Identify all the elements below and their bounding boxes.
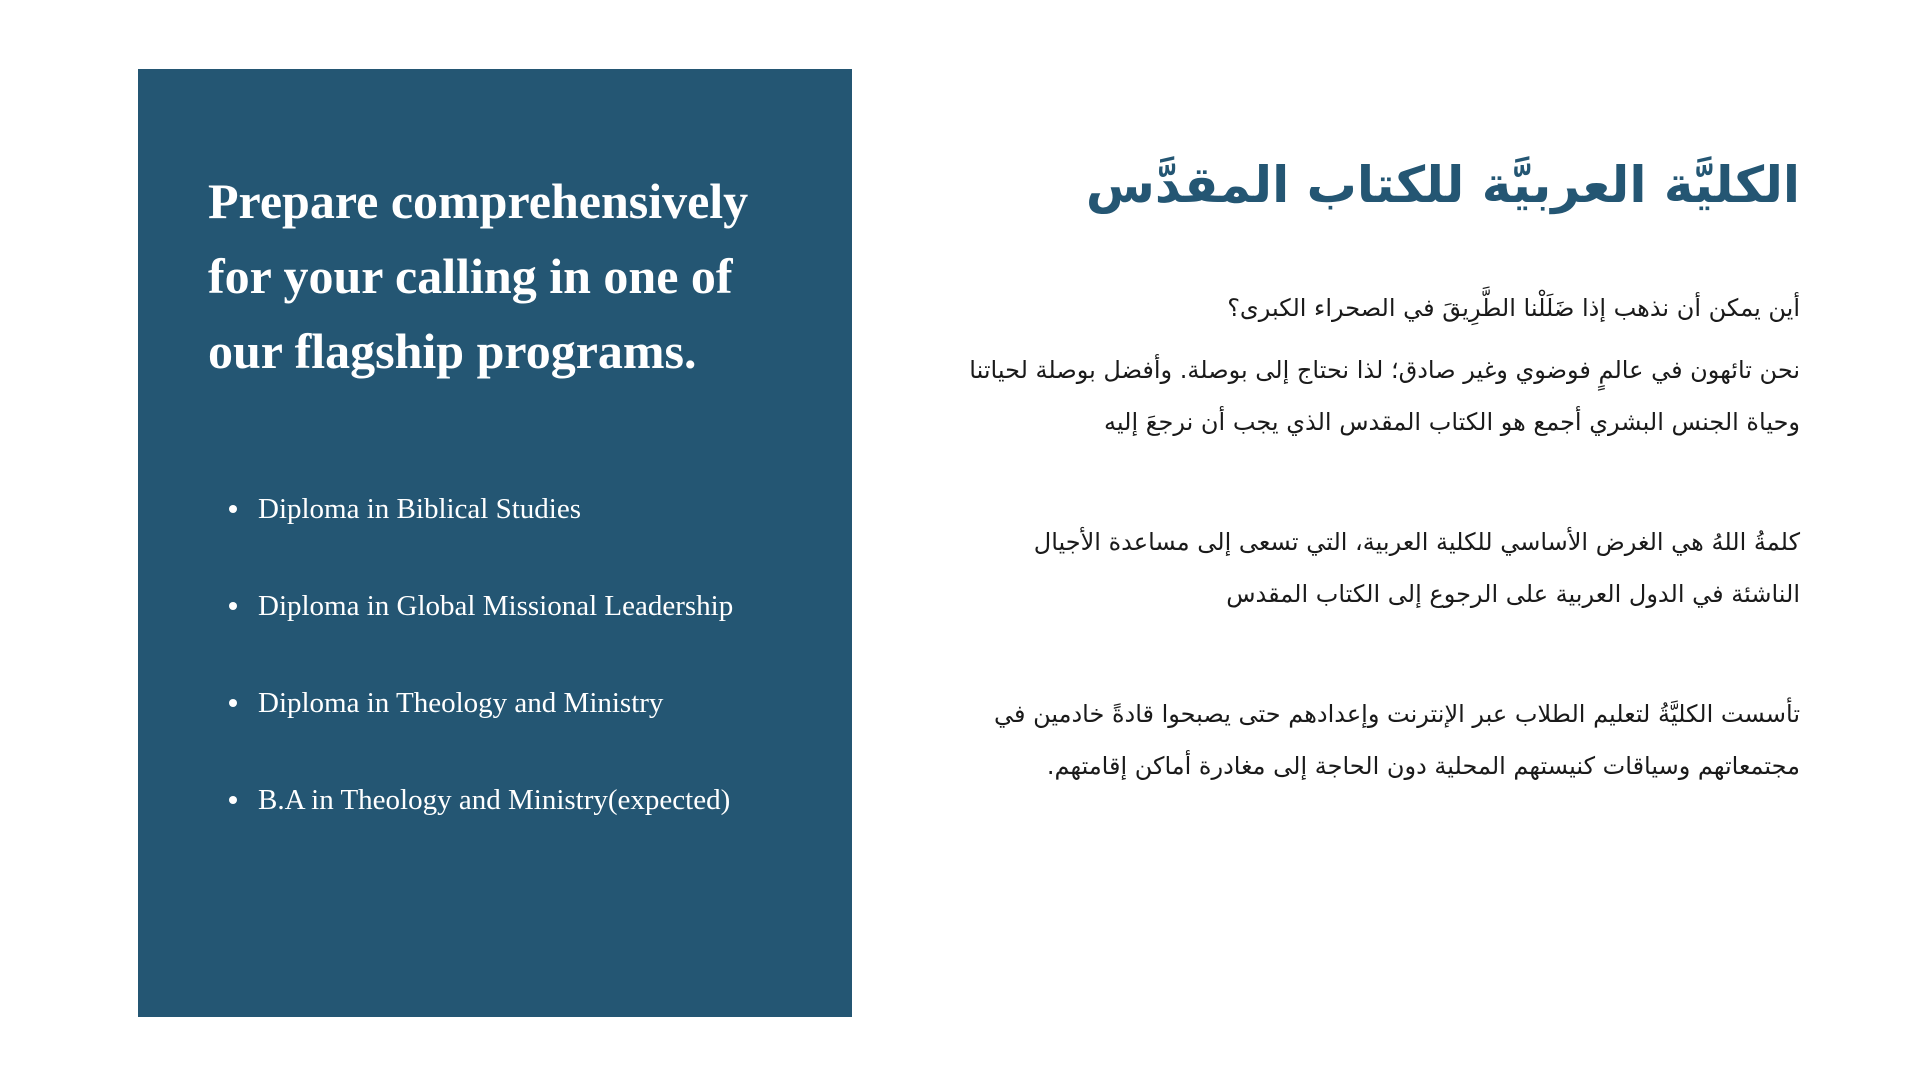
about-title: الكليَّة العربيَّة للكتاب المقدَّس bbox=[1085, 156, 1800, 214]
bullet-icon bbox=[229, 602, 237, 610]
programs-list bbox=[208, 489, 792, 877]
about-paragraph-compass: نحن تائهون في عالمٍ فوضوي وغير صادق؛ لذا نحتاج إلى بوصلة. وأفضل بوصلة لحياتنا وحياة الجنس البشري أجمع هو الكتاب المقدس الذي يجب أن نرجعَ إليه bbox=[969, 356, 1800, 436]
program-item-biblical-studies bbox=[229, 489, 792, 586]
program-item-label: Diploma in Theology and Ministry bbox=[258, 687, 664, 719]
program-item-label: B.A in Theology and Ministry(expected) bbox=[258, 784, 731, 816]
program-item-label: Diploma in Global Missional Leadership bbox=[258, 590, 734, 622]
programs-panel bbox=[138, 69, 852, 1017]
bullet-icon bbox=[229, 796, 237, 804]
programs-heading: Prepare comprehensively for your calling in one of our flagship programs. bbox=[208, 173, 749, 379]
program-item-label: Diploma in Biblical Studies bbox=[258, 493, 582, 525]
bullet-icon bbox=[229, 505, 237, 513]
about-question: أين يمكن أن نذهب إذا ضَلَلْنا الطَّرِيقَ في الصحراء الكبرى؟ bbox=[1227, 294, 1800, 322]
bullet-icon bbox=[229, 699, 237, 707]
program-item-missional-leadership bbox=[229, 586, 792, 683]
about-paragraph-purpose: كلمةُ اللهُ هي الغرض الأساسي للكلية العربية، التي تسعى إلى مساعدة الأجيال الناشئة في الدول العربية على الرجوع إلى الكتاب المقدس bbox=[1033, 528, 1800, 608]
about-paragraph-founding: تأسست الكليَّةُ لتعليم الطلاب عبر الإنترنت وإعدادهم حتى يصبحوا قادةً خادمين في مجتمعاتهم وسياقات كنيستهم المحلية دون الحاجة إلى مغادرة أماكن إقامتهم. bbox=[994, 700, 1800, 780]
about-section bbox=[960, 150, 1800, 860]
program-item-ba-theology bbox=[229, 780, 792, 877]
program-item-theology-ministry bbox=[229, 683, 792, 780]
